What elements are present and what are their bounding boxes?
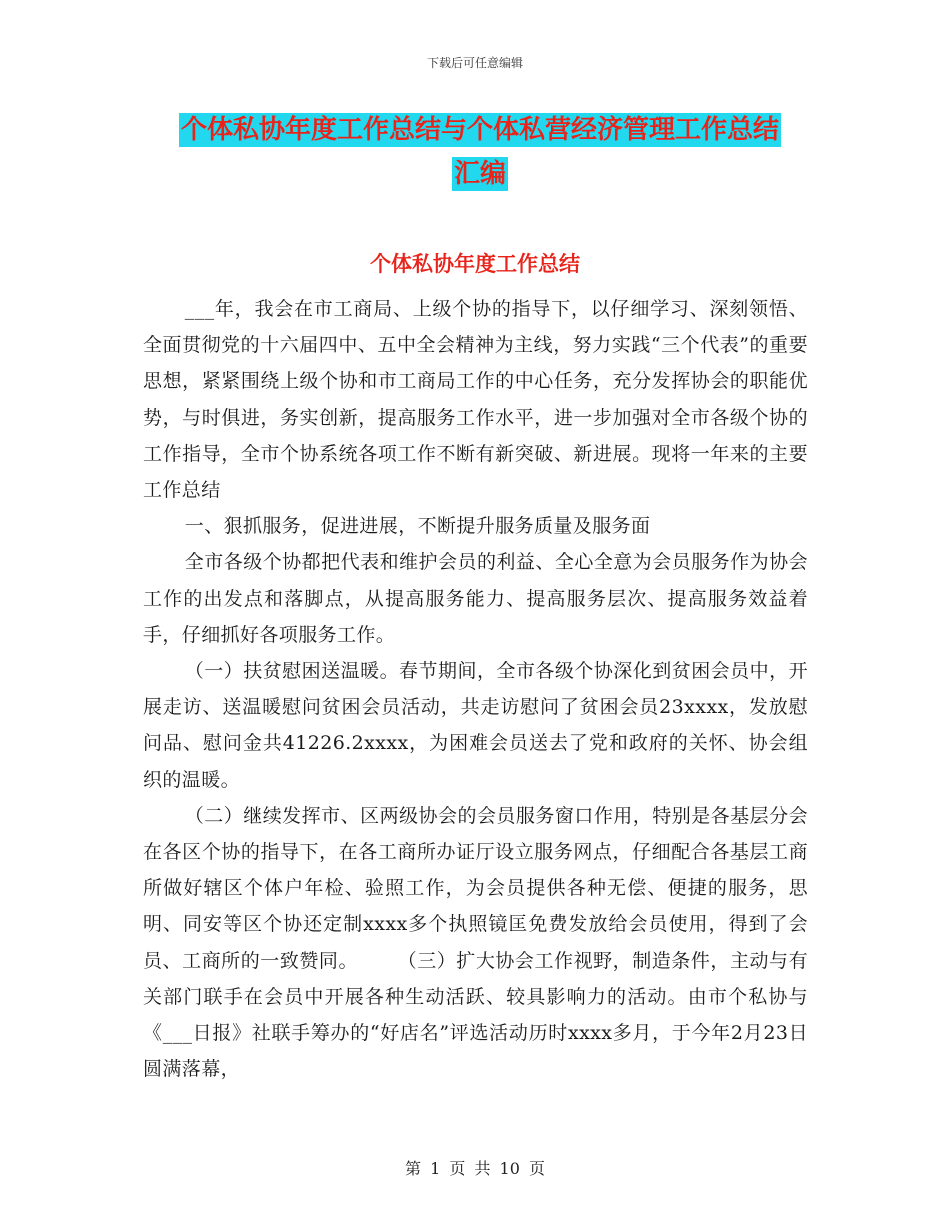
paragraph: （二）继续发挥市、区两级协会的会员服务窗口作用，特别是各基层分会在各区个协的指导下，在各工商所办证厅设立服务网点，仔细配合各基层工商所做好辖区个体户年检、验照工作，为会员提供各种无偿、便捷的服务，思明、同安等区个协还定制xxxx多个执照镜匡免费发放给会员使用，得到了会员、工商所的一致赞同。 （三）扩大协会工作视野，制造条件，主动与有关部门联手在会员中开展各种生动活跃、较具影响力的活动。由市个私协与《___日报》社联手筹办的“好店名”评选活动历时xxxx多月，于今年2月23日圆满落幕， — [143, 804, 808, 1081]
title-line-1: 个体私协年度工作总结与个体私营经济管理工作总结 — [180, 115, 779, 145]
header-note: 下载后可任意编辑 — [426, 56, 523, 70]
paragraph: （一）扶贫慰困送温暖。春节期间，全市各级个协深化到贫困会员中，开展走访、送温暖慰问贫困会员活动，共走访慰问了贫困会员23xxxx，发放慰问品、慰问金共41226.2xxxx，为困难会员送去了党和政府的关怀、协会组织的温暖。 — [143, 660, 808, 791]
document-title — [140, 108, 820, 196]
section-title: 个体私协年度工作总结 — [370, 251, 580, 276]
paragraph: 全市各级个协都把代表和维护会员的利益、全心全意为会员服务作为协会工作的出发点和落脚点，从提高服务能力、提高服务层次、提高服务效益着手，仔细抓好各项服务工作。 — [143, 551, 808, 646]
title-line-2: 汇编 — [453, 159, 506, 189]
paragraph: ___年，我会在市工商局、上级个协的指导下，以仔细学习、深刻领悟、全面贯彻党的十六届四中、五中全会精神为主线，努力实践“三个代表”的重要思想，紧紧围绕上级个协和市工商局工作的中心任务，充分发挥协会的职能优势，与时俱进，务实创新，提高服务工作水平，进一步加强对全市各级个协的工作指导，全市个协系统各项工作不断有新突破、新进展。现将一年来的主要工作总结 — [143, 298, 808, 502]
paragraph: 一、狠抓服务，促进进展，不断提升服务质量及服务面 — [184, 515, 651, 538]
page-number-footer: 第 1 页 共 10 页 — [405, 1159, 545, 1178]
body-text — [143, 291, 808, 1087]
